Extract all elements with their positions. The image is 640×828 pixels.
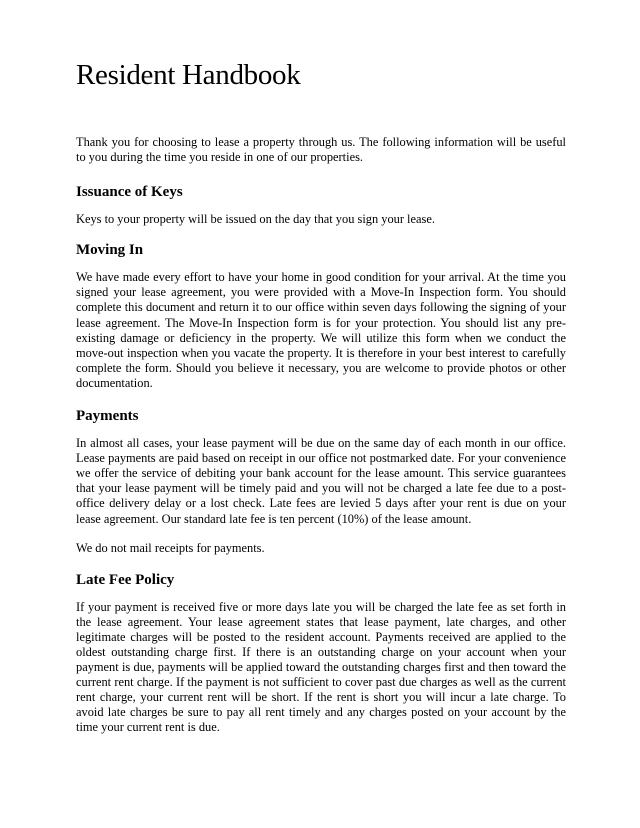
- receipts-paragraph: We do not mail receipts for payments.: [76, 540, 265, 555]
- heading-late-fee-policy: Late Fee Policy: [76, 571, 175, 588]
- intro-paragraph: Thank you for choosing to lease a property through us. The following information will be useful to you during the time you reside in one of our properties.: [76, 135, 566, 165]
- moving-in-paragraph: We have made every effort to have your home in good condition for your arrival. At the time you signed your lease agreement, you were provided with a Move-In Inspection form. You should complete this document and return it to our office within seven days following the signing of your lease agreement. The Move-In Inspection form is for your protection. You should list any pre-existing damage or deficiency in the property. We will utilize this form when we conduct the move-out inspection when you vacate the property. It is therefore in your best interest to carefully complete the form. Should you believe it necessary, you are welcome to provide photos or other documentation.: [76, 270, 566, 390]
- payments-paragraph: In almost all cases, your lease payment will be due on the same day of each month in our office. Lease payments are paid based on receipt in our office not postmarked date. For your convenience we offer the service of debiting your bank account for the lease amount. This service guarantees that your lease payment will be timely paid and you will not be charged a late fee due to a post-office delivery delay or a lost check. Late fees are levied 5 days after your rent is due on your lease agreement. Our standard late fee is ten percent (10%) of the lease amount.: [76, 436, 566, 526]
- document-page: [76, 58, 566, 750]
- heading-issuance-of-keys: Issuance of Keys: [76, 184, 183, 201]
- document-title: Resident Handbook: [76, 59, 301, 91]
- late-fee-paragraph: If your payment is received five or more days late you will be charged the late fee as set forth in the lease agreement. Your lease agreement states that lease payment, late charges, and other legitimate charges will be posted to the resident account. Payments received are applied to the oldest outstanding charge first. If there is an outstanding charge on your account when your payment is due, payments will be applied toward the outstanding charges first and then toward the current rent charge. If the payment is not sufficient to cover past due charges as well as the current rent charge, your current rent will be short. If the rent is short you will incur a late charge. To avoid late charges be sure to pay all rent timely and any charges posted on your account by the time your current rent is due.: [76, 599, 566, 735]
- keys-paragraph: Keys to your property will be issued on the day that you sign your lease.: [76, 212, 435, 227]
- heading-payments: Payments: [76, 408, 139, 425]
- heading-moving-in: Moving In: [76, 242, 144, 259]
